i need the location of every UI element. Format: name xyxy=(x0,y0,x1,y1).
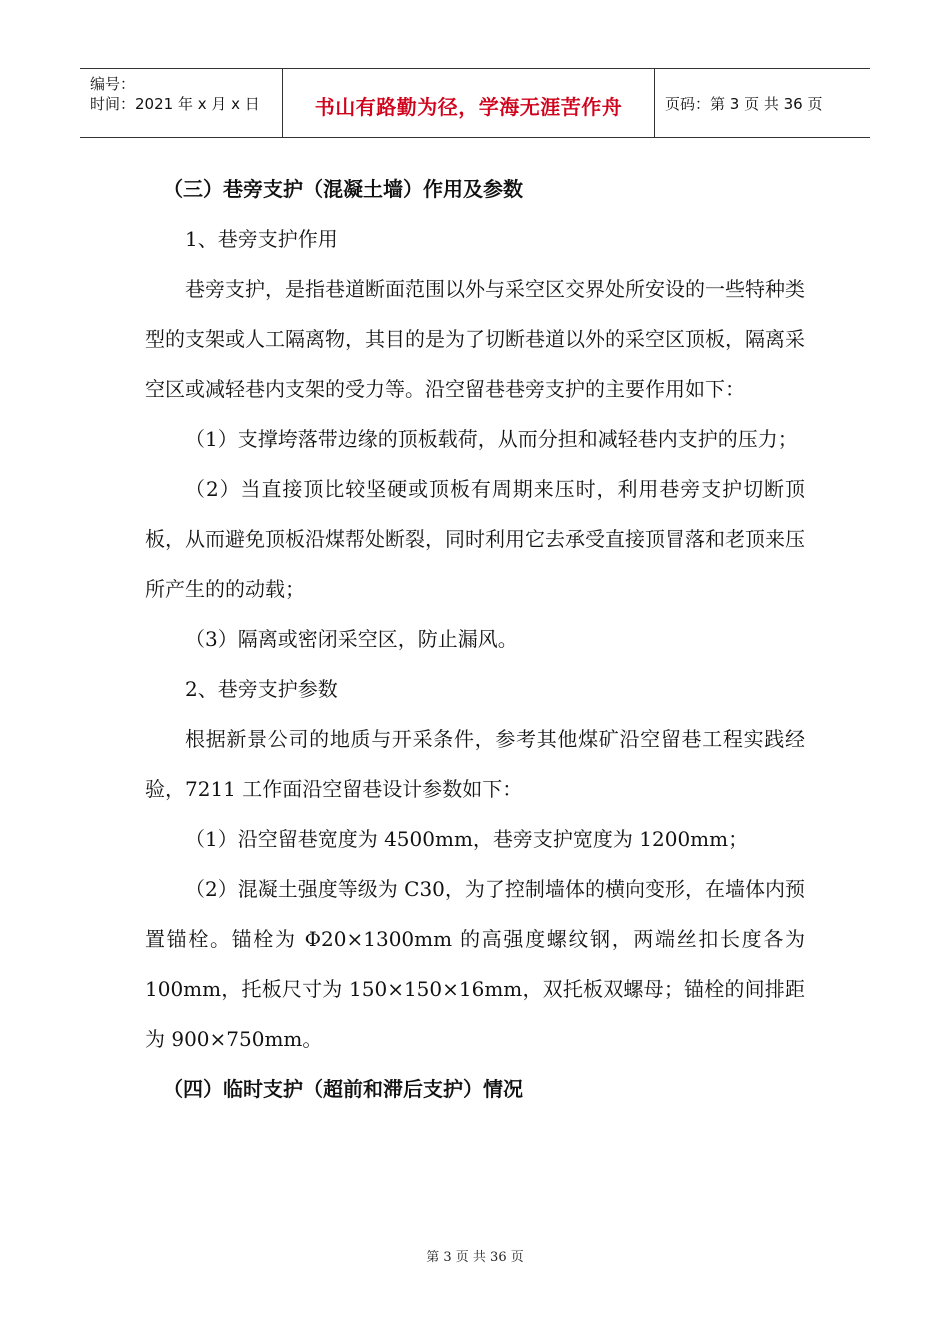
list-item-1: （1）支撑垮落带边缘的顶板载荷，从而分担和减轻巷内支护的压力； xyxy=(185,427,798,451)
section-3-title: （三）巷旁支护（混凝土墙）作用及参数 xyxy=(163,177,523,201)
section-4-title: （四）临时支护（超前和滞后支护）情况 xyxy=(163,1077,523,1101)
list-item-2: （2）当直接顶比较坚硬或顶板有周期来压时，利用巷旁支护切断顶板，从而避免顶板沿煤帮处断裂，同时利用它去承受直接顶冒落和老顶来压所产生的的动载； xyxy=(145,477,805,601)
paragraph-2: 根据新景公司的地质与开采条件，参考其他煤矿沿空留巷工程实践经验，7211 工作面沿空留巷设计参数如下： xyxy=(145,727,805,801)
subsection-1-title: 1、巷旁支护作用 xyxy=(185,227,338,251)
header-right-cell xyxy=(655,69,870,137)
document-body xyxy=(145,164,805,1114)
list-item-3: （3）隔离或密闭采空区，防止漏风。 xyxy=(185,627,518,651)
header-left-cell xyxy=(80,69,283,137)
header-center-cell xyxy=(283,69,655,137)
page-footer: 第 3 页 共 36 页 xyxy=(426,1250,524,1265)
motto-text: 书山有路勤为径，学海无涯苦作舟 xyxy=(314,95,623,119)
param-item-1: （1）沿空留巷宽度为 4500mm，巷旁支护宽度为 1200mm； xyxy=(185,827,749,851)
paragraph-1: 巷旁支护，是指巷道断面范围以外与采空区交界处所安设的一些特种类型的支架或人工隔离物，其目的是为了切断巷道以外的采空区顶板，隔离采空区或减轻巷内支架的受力等。沿空留巷巷旁支护的主要作用如下： xyxy=(145,277,805,401)
date-text: 时间：2021 年 x 月 x 日 xyxy=(90,95,260,113)
number-label: 编号： xyxy=(90,75,136,93)
param-item-2: （2）混凝土强度等级为 C30，为了控制墙体的横向变形，在墙体内预置锚栓。锚栓为 Φ20×1300mm 的高强度螺纹钢，两端丝扣长度各为 100mm，托板尺寸为 150×150×16mm，双托板双螺母；锚栓的间排距为 900×750mm。 xyxy=(145,877,805,1051)
page-info: 页码：第 3 页 共 36 页 xyxy=(665,95,823,113)
header-table xyxy=(80,68,870,138)
subsection-2-title: 2、巷旁支护参数 xyxy=(185,677,338,701)
